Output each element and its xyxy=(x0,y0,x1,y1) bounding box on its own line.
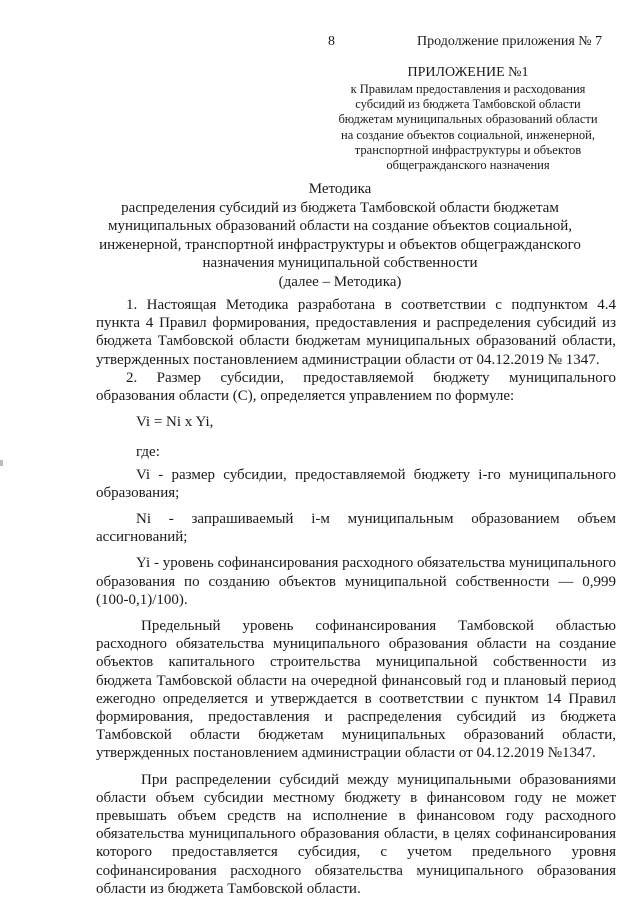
method-title-line: (далее – Методика) xyxy=(278,273,402,290)
method-title-line: инженерной, транспортной инфраструктуры и объектов общегражданского xyxy=(99,236,581,253)
appendix-line: бюджетам муниципальных образований области xyxy=(338,112,598,127)
paragraph-1: 1. Настоящая Методика разработана в соответствии с подпунктом 4.4 пункта 4 Правил формирования, предоставления и распределения субсидий из бюджета Тамбовской области бюджетам муниципальных образований области, утвержденных постановлением администрации области от 04.12.2019 № 1347. xyxy=(96,297,616,368)
scan-margin-mark xyxy=(0,460,3,466)
where-label: где: xyxy=(136,444,160,461)
page-number: 8 xyxy=(328,34,335,49)
appendix-title: ПРИЛОЖЕНИЕ №1 xyxy=(407,65,529,80)
appendix-block xyxy=(318,64,618,173)
continuation-label: Продолжение приложения № 7 xyxy=(417,34,603,49)
definition-ni: Ni - запрашиваемый i-м муниципальным образованием объем ассигнований; xyxy=(96,511,616,546)
appendix-line: субсидий из бюджета Тамбовской области xyxy=(355,97,581,112)
method-title-line: муниципальных образований области на создание объектов социальной, xyxy=(107,218,573,235)
definition-vi: Vi - размер субсидии, предоставляемой бюджету i-го муниципального образования; xyxy=(96,466,616,501)
formula: Vi = Ni x Yi, xyxy=(136,414,214,431)
paragraph-4: При распределении субсидий между муниципальными образованиями области объем субсидии местному бюджету в финансовом году не может превышать объем средств на исполнение в финансовом году расходного обязательства муниципального образования области, в целях софинансирования которого предоставляется субсидия, с учетом предельного уровня софинансирования расходного обязательства муниципального образования области из бюджета Тамбовской области. xyxy=(96,771,616,897)
method-title-line: распределения субсидий из бюджета Тамбовской области бюджетам xyxy=(121,199,559,216)
appendix-line: общегражданского назначения xyxy=(386,158,550,173)
paragraph-2: 2. Размер субсидии, предоставляемой бюджету муниципального образования области (С), определяется управлением по формуле: xyxy=(96,369,616,405)
method-title-block xyxy=(60,180,620,292)
appendix-line: транспортной инфраструктуры и объектов xyxy=(354,142,582,157)
definition-yi: Yi - уровень софинансирования расходного обязательства муниципального образования по созданию объектов муниципальной собственности — 0,999 (100-0,1)/100). xyxy=(96,555,616,608)
method-title-line: назначения муниципальной собственности xyxy=(202,255,478,272)
appendix-line: на создание объектов социальной, инженерной, xyxy=(341,127,595,142)
paragraph-3: Предельный уровень софинансирования Тамбовской областью расходного обязательства муниципального образования области на создание объектов капитального строительства муниципальной собственности из бюджета Тамбовской области на очередной финансовый год и плановый период ежегодно определяется и утверждается в соответствии с пунктом 14 Правил формирования, предоставления и распределения субсидий из бюджета Тамбовской области бюджетам муниципальных образований области, утвержденных постановлением администрации области от 04.12.2019 №1347. xyxy=(96,618,616,762)
appendix-line: к Правилам предоставления и расходования xyxy=(350,82,586,96)
method-title: Методика xyxy=(308,181,372,197)
document-body xyxy=(96,296,616,898)
